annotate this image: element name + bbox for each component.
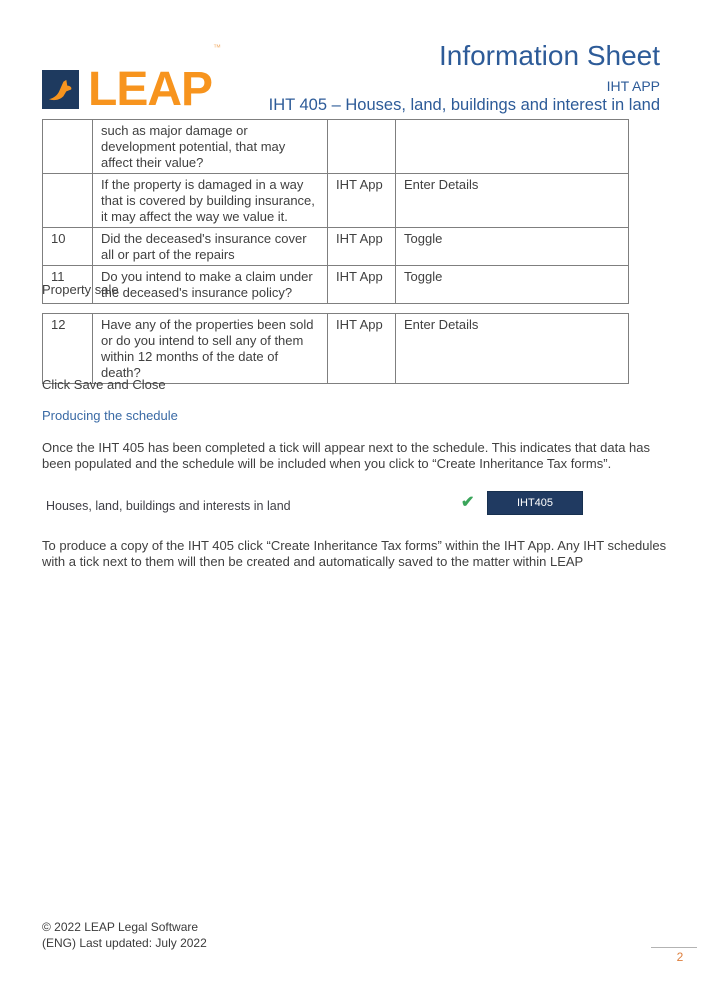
subtitle-iht405: IHT 405 – Houses, land, buildings and interest in land (268, 96, 660, 114)
property-sale-table (42, 313, 629, 384)
table-row (43, 174, 629, 228)
save-close-instruction: Click Save and Close (42, 377, 166, 392)
leap-kangaroo-icon (46, 74, 75, 105)
leap-logo (42, 42, 221, 116)
paragraph-tick-explanation: Once the IHT 405 has been completed a tick will appear next to the schedule. This indicates that data has been populated and the schedule will be included when you click to “Create Inheritance Tax forms”. (42, 440, 650, 471)
section-heading-producing-schedule: Producing the schedule (42, 408, 178, 423)
cell-app (328, 120, 396, 174)
cell-question: Do you intend to make a claim under the deceased's insurance policy? (93, 266, 328, 304)
cell-action: Enter Details (396, 174, 629, 228)
cell-number: 10 (43, 228, 93, 266)
page-title: Information Sheet (438, 40, 660, 71)
check-icon: ✔ (461, 494, 475, 511)
cell-number: 11 (43, 266, 93, 304)
trademark-symbol: ™ (213, 42, 221, 52)
cell-action: Enter Details (396, 314, 629, 384)
cell-app: IHT App (328, 266, 396, 304)
page-number: 2 (676, 950, 684, 964)
cell-app: IHT App (328, 228, 396, 266)
cell-app: IHT App (328, 314, 396, 384)
table-row (43, 314, 629, 384)
cell-question: Did the deceased's insurance cover all or part of the repairs (93, 228, 328, 266)
table-row (43, 228, 629, 266)
section-heading-property-sale: Property sale (42, 282, 119, 297)
schedule-label: Houses, land, buildings and interests in land (46, 499, 291, 513)
cell-number (43, 174, 93, 228)
footer (42, 920, 207, 951)
cell-question: such as major damage or development potential, that may affect their value? (93, 120, 328, 174)
page-number-rule (651, 947, 697, 948)
cell-action (396, 120, 629, 174)
leap-logo-text: LEAP™ (88, 42, 221, 116)
cell-number: 12 (43, 314, 93, 384)
leap-logo-square (42, 70, 79, 109)
cell-question: If the property is damaged in a way that is covered by building insurance, it may affect the way we value it. (93, 174, 328, 228)
paragraph-produce-copy: To produce a copy of the IHT 405 click “Create Inheritance Tax forms” within the IHT App. Any IHT schedules with a tick next to them will then be created and automatically saved to the matter within LEAP (42, 538, 667, 569)
cell-app: IHT App (328, 174, 396, 228)
footer-updated: (ENG) Last updated: July 2022 (42, 935, 207, 950)
table-row (43, 120, 629, 174)
cell-action: Toggle (396, 228, 629, 266)
footer-copyright: © 2022 LEAP Legal Software (42, 920, 199, 934)
subtitle-iht-app: IHT APP (606, 78, 660, 94)
cell-number (43, 120, 93, 174)
table-row (43, 266, 629, 304)
cell-question: Have any of the properties been sold or do you intend to sell any of them within 12 months of the date of death? (93, 314, 328, 384)
questions-table (42, 119, 629, 304)
cell-action: Toggle (396, 266, 629, 304)
iht405-button[interactable]: IHT405 (487, 491, 583, 515)
